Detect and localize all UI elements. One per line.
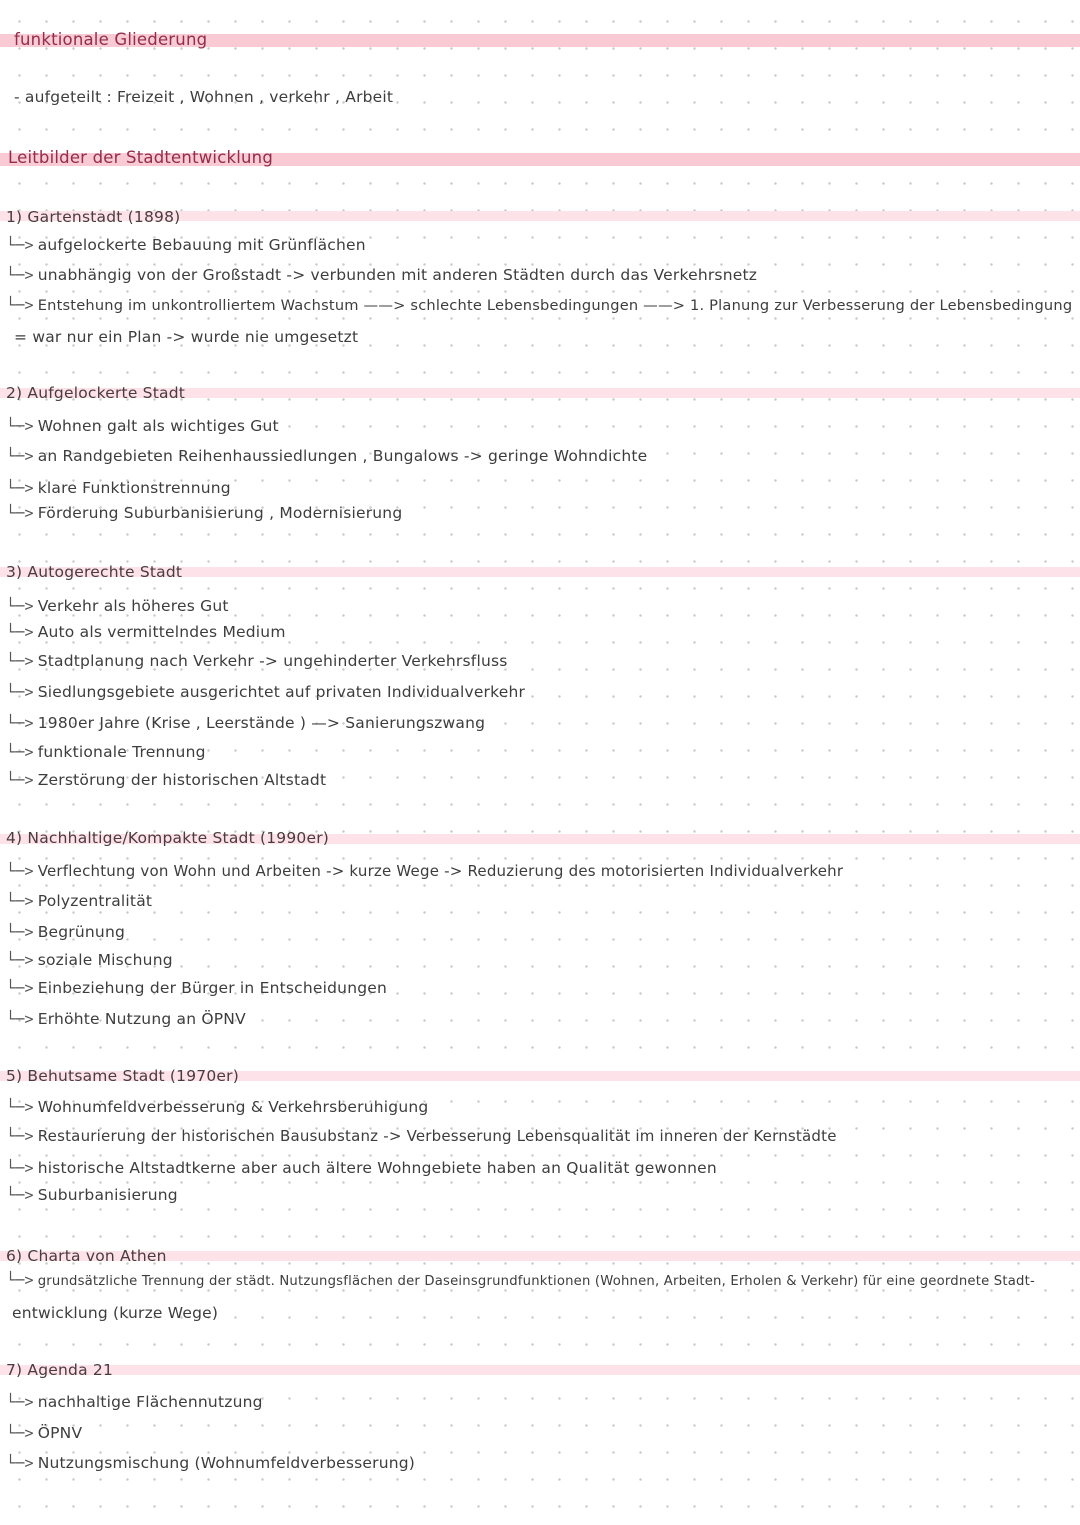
arrow-icon: └─> [6,417,34,435]
arrow-icon: └─> [6,1186,34,1204]
arrow-icon: └─> [6,771,34,789]
arrow-icon: └─> [6,652,34,670]
arrow-icon: └─> [6,743,34,761]
list-item: └─> Restaurierung der historischen Bausubstanz -> Verbesserung Lebensqualität im inneren der Kernstädte [6,1127,837,1145]
arrow-icon: └─> [6,862,34,880]
list-item: └─> Einbeziehung der Bürger in Entscheidungen [6,979,388,997]
list-item: └─> Zerstörung der historischen Altstadt [6,771,327,789]
arrow-icon: └─> [6,892,34,910]
arrow-icon: └─> [6,979,34,997]
arrow-icon: └─> [6,1098,34,1116]
block-title-charta: 6) Charta von Athen [6,1247,167,1265]
block-title-autogerechte: 3) Autogerechte Stadt [6,563,183,581]
arrow-icon: └─> [6,1454,34,1472]
list-item: └─> Polyzentralität [6,892,153,910]
arrow-icon: └─> [6,923,34,941]
list-item: └─> Suburbanisierung [6,1186,178,1204]
arrow-icon: └─> [6,623,34,641]
list-item: └─> 1980er Jahre (Krise , Leerstände ) —> Sanierungszwang [6,714,486,732]
list-item: └─> Förderung Suburbanisierung , Modernisierung [6,504,403,522]
arrow-icon: └─> [6,1424,34,1442]
list-item: └─> Wohnen galt als wichtiges Gut [6,417,279,435]
arrow-icon: └─> [6,479,34,497]
list-item-continuation: entwicklung (kurze Wege) [12,1304,219,1322]
section-title-leitbilder: Leitbilder der Stadtentwicklung [8,148,274,167]
arrow-icon: └─> [6,683,34,701]
list-item: └─> Verflechtung von Wohn und Arbeiten -> kurze Wege -> Reduzierung des motorisierten Individualverkehr [6,862,844,880]
arrow-icon: └─> [6,296,34,314]
functional-division-line: - aufgeteilt : Freizeit , Wohnen , verkehr , Arbeit [14,88,394,106]
arrow-icon: └─> [6,236,34,254]
list-item: └─> ÖPNV [6,1424,83,1442]
list-item: └─> Begrünung [6,923,126,941]
block-title-gartenstadt: 1) Gartenstadt (1898) [6,208,181,226]
arrow-icon: └─> [6,266,34,284]
arrow-icon: └─> [6,504,34,522]
arrow-icon: └─> [6,951,34,969]
highlight-bar-9 [0,1365,1080,1375]
list-item: └─> Nutzungsmischung (Wohnumfeldverbesserung) [6,1454,416,1472]
list-item: └─> Wohnumfeldverbesserung & Verkehrsberuhigung [6,1098,429,1116]
list-item: └─> Entstehung im unkontrolliertem Wachstum ——> schlechte Lebensbedingungen ——> 1. Planung zur Verbesserung der Lebensbedingung [6,296,1073,314]
arrow-icon: └─> [6,1159,34,1177]
arrow-icon: └─> [6,1127,34,1145]
list-item: └─> klare Funktionstrennung [6,479,231,497]
list-item: └─> aufgelockerte Bebauung mit Grünflächen [6,236,366,254]
arrow-icon: └─> [6,1010,34,1028]
list-item: └─> funktionale Trennung [6,743,206,761]
page-title: funktionale Gliederung [14,30,208,49]
block-title-aufgelockerte: 2) Aufgelockerte Stadt [6,384,186,402]
list-item: └─> historische Altstadtkerne aber auch ältere Wohngebiete haben an Qualität gewonnen [6,1159,717,1177]
list-item: └─> soziale Mischung [6,951,173,969]
list-item: └─> Verkehr als höheres Gut [6,597,229,615]
arrow-icon: └─> [6,1393,34,1411]
list-item: └─> Stadtplanung nach Verkehr -> ungehinderter Verkehrsfluss [6,652,508,670]
list-item: └─> grundsätzliche Trennung der städt. Nutzungsflächen der Daseinsgrundfunktionen (Wohnen, Arbeiten, Erholen & Verkehr) für eine geordnete Stadt- [6,1271,1035,1289]
block-title-nachhaltige: 4) Nachhaltige/Kompakte Stadt (1990er) [6,829,330,847]
block-title-behutsame: 5) Behutsame Stadt (1970er) [6,1067,239,1085]
arrow-icon: └─> [6,597,34,615]
list-item: └─> Siedlungsgebiete ausgerichtet auf privaten Individualverkehr [6,683,526,701]
block-note: = war nur ein Plan -> wurde nie umgesetzt [14,328,359,346]
list-item: └─> nachhaltige Flächennutzung [6,1393,263,1411]
arrow-icon: └─> [6,714,34,732]
arrow-icon: └─> [6,447,34,465]
list-item: └─> Erhöhte Nutzung an ÖPNV [6,1010,246,1028]
list-item: └─> unabhängig von der Großstadt -> verbunden mit anderen Städten durch das Verkehrsnetz [6,266,758,284]
block-title-agenda: 7) Agenda 21 [6,1361,114,1379]
list-item: └─> Auto als vermittelndes Medium [6,623,286,641]
arrow-icon: └─> [6,1271,34,1289]
list-item: └─> an Randgebieten Reihenhaussiedlungen , Bungalows -> geringe Wohndichte [6,447,648,465]
